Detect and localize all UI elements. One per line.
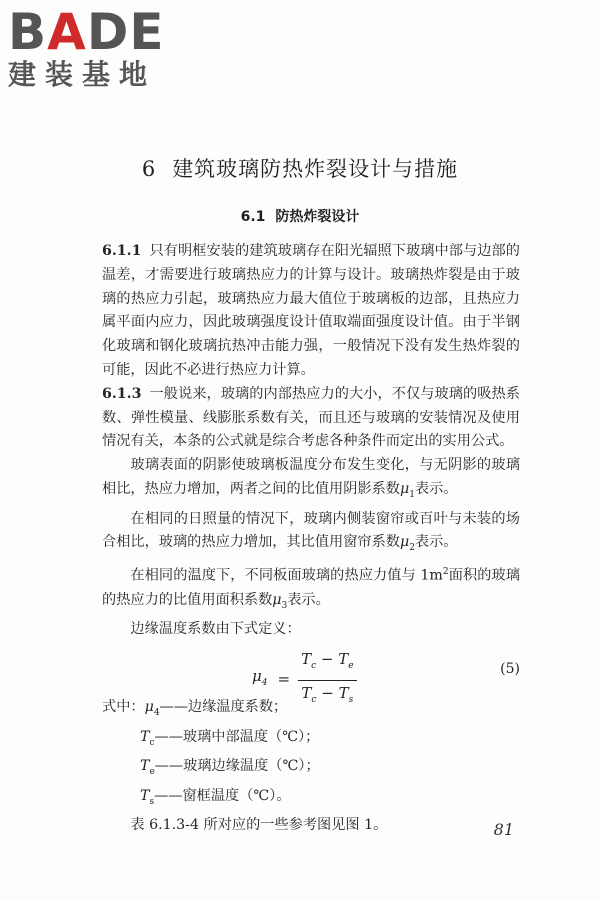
clause-6-1-3	[102, 383, 520, 454]
section-title	[0, 208, 600, 226]
paragraph-text-b: 面积的玻璃的热应力的比值用面积系数	[102, 567, 520, 608]
denominator-subscript-1: c	[311, 694, 317, 705]
area-superscript: 2	[442, 567, 449, 578]
definition-text: 边缘温度系数；	[187, 698, 288, 715]
paragraph-edge-intro: 边缘温度系数由下式定义：	[130, 621, 301, 638]
denominator-subscript-2: s	[348, 694, 354, 705]
definition-lead: 式中：	[102, 698, 145, 715]
definition-subscript: e	[149, 767, 155, 778]
clause-6-1-1	[102, 240, 520, 383]
denominator-minus: − T	[316, 683, 349, 702]
symbol-mu: μ	[399, 534, 410, 551]
definition-item	[102, 726, 520, 756]
formula-equals: =	[277, 670, 291, 689]
definition-text: 玻璃边缘温度（℃）；	[183, 758, 320, 775]
paragraph-curtain-coefficient	[102, 508, 520, 561]
definition-text: 玻璃中部温度（℃）；	[182, 728, 320, 745]
formula-lhs-subscript: 4	[261, 677, 268, 688]
page-number: 81	[493, 820, 514, 839]
numerator-symbol: T	[301, 649, 312, 668]
definition-subscript: s	[149, 796, 155, 807]
paragraph-area-coefficient	[102, 561, 520, 618]
chapter-number: 6	[141, 157, 157, 181]
chapter-title-text: 建筑玻璃防热炸裂设计与措施	[172, 157, 459, 181]
paragraph-shadow-coefficient	[102, 454, 520, 507]
formula-fraction	[298, 648, 357, 713]
logo-letter-a: A	[47, 3, 87, 61]
table-reference: 表 6.1.3-4 所对应的一些参考图见图 1。	[130, 817, 388, 834]
numerator-subscript-2: e	[348, 660, 354, 671]
numerator-minus: − T	[316, 649, 349, 668]
logo-subtitle: 建装基地	[8, 58, 157, 91]
logo-letters-de: DE	[86, 3, 165, 61]
section-number: 6.1	[240, 209, 266, 225]
section-title-text: 防热炸裂设计	[275, 209, 360, 225]
clause-text: 一般说来，玻璃的内部热应力的大小，不仅与玻璃的吸热系数、弹性模量、线膨胀系数有关，而且还与玻璃的安装情况及使用情况有关，本条的公式就是综合考虑各种条件而定出的实用公式。	[102, 385, 520, 450]
logo-wordmark	[8, 3, 165, 61]
definition-subscript: c	[149, 737, 155, 748]
definition-dash: ——	[154, 758, 184, 775]
definition-symbol: T	[140, 758, 150, 775]
formula-numerator	[298, 648, 357, 681]
formula-number: (5)	[500, 660, 520, 677]
definition-subscript: 4	[153, 707, 160, 718]
definition-item	[102, 785, 520, 815]
body-text	[102, 240, 520, 838]
denominator-symbol: T	[301, 683, 312, 702]
paragraph-tail: 表示。	[414, 534, 458, 551]
definition-dash: ——	[154, 787, 183, 804]
symbol-subscript: 1	[409, 489, 415, 500]
edge-temperature-formula	[252, 648, 357, 713]
definition-symbol: μ	[144, 698, 154, 715]
chapter-title	[0, 155, 600, 183]
clause-number: 6.1.3	[102, 385, 142, 402]
brand-logo	[8, 3, 178, 96]
definition-dash: ——	[159, 698, 188, 715]
paragraph-tail: 表示。	[287, 591, 330, 608]
definition-symbol: T	[140, 787, 150, 804]
formula-row	[102, 646, 520, 705]
paragraph-text: 在相同的日照量的情况下，玻璃内侧装窗帘或百叶与未装的场合相比，玻璃的热应力增加，其比值用窗帘系数	[102, 510, 520, 551]
definition-dash: ——	[154, 728, 183, 745]
paragraph-text: 玻璃表面的阴影使玻璃板温度分布发生变化，与无阴影的玻璃相比，热应力增加，两者之间的比值用阴影系数	[102, 457, 520, 497]
definition-item	[102, 755, 520, 785]
formula-lhs	[252, 665, 267, 696]
clause-number: 6.1.1	[102, 243, 142, 259]
paragraph-text-a: 在相同的温度下，不同板面玻璃的热应力值与 1m	[130, 567, 443, 584]
symbol-subscript: 3	[281, 600, 288, 611]
symbol-mu: μ	[272, 591, 282, 608]
symbol-subscript: 2	[409, 543, 415, 554]
formula-lhs-symbol: μ	[252, 666, 262, 685]
definition-text: 窗框温度（℃）。	[182, 787, 291, 804]
formula-denominator	[298, 681, 356, 713]
numerator-subscript-1: c	[311, 660, 317, 671]
logo-letter-b: B	[8, 3, 48, 61]
clause-text: 只有明框安装的建筑玻璃存在阳光辐照下玻璃中部与边部的温差，才需要进行玻璃热应力的计算与设计。玻璃热炸裂是由于玻璃的热应力引起，玻璃热应力最大值位于玻璃板的边部，且热应力属平面内应力，因此玻璃强度设计值取端面强度设计值。由于半钢化玻璃和钢化玻璃抗热冲击能力强，一般情况下没有发生热炸裂的可能，因此不必进行热应力计算。	[102, 243, 520, 378]
symbol-mu: μ	[399, 480, 410, 497]
paragraph-tail: 表示。	[414, 480, 458, 497]
definition-symbol: T	[140, 728, 150, 745]
